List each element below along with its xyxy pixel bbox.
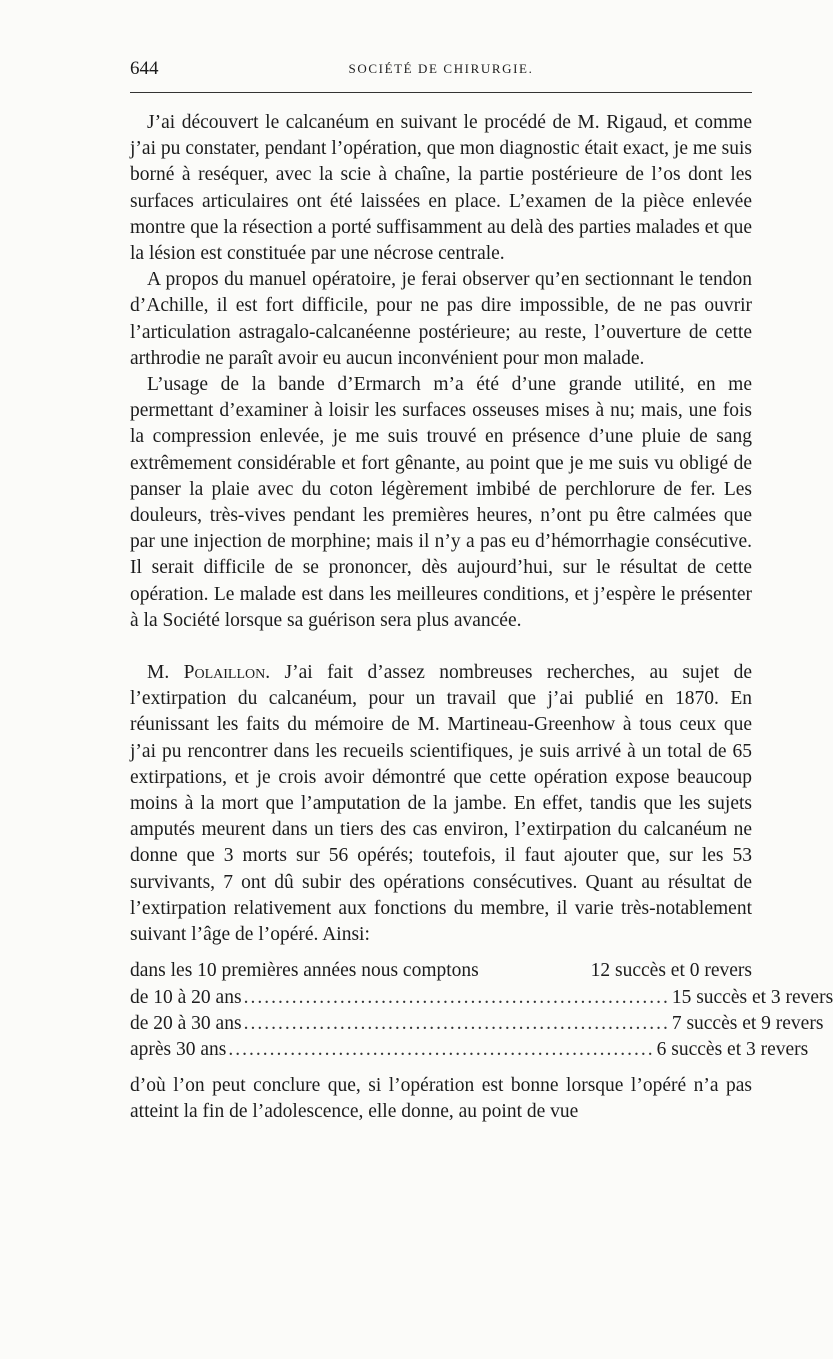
stat-row xyxy=(130,958,752,984)
page-header xyxy=(130,58,752,84)
running-head: SOCIÉTÉ DE CHIRURGIE. xyxy=(348,61,534,76)
stat-label: dans les 10 premières années nous comptons xyxy=(130,960,479,982)
stat-result: 7 succès et 9 revers xyxy=(671,1012,824,1034)
paragraph: A propos du manuel opératoire, je ferai observer qu’en sectionnant le tendon d’Achille, il est fort difficile, pour ne pas dire impossible, de ne pas ouvrir l’articulation astragalo-calcanéenne postérieure; au reste, l’ouverture de cette arthrodie ne paraît avoir eu aucun inconvénient pour mon malade. xyxy=(130,269,752,369)
paragraph: J’ai découvert le calcanéum en suivant le procédé de M. Rigaud, et comme j’ai pu constater, pendant l’opération, que mon diagnostic était exact, je me suis borné à reséquer, avec la scie à chaîne, la partie postérieure de l’os dont les surfaces articulaires ont été laissées en place. L’examen de la pièce enlevée montre que la résection a porté suffisamment au delà des parties malades et que la lésion est constituée par une nécrose centrale. xyxy=(130,112,752,265)
stat-result: 15 succès et 3 revers xyxy=(671,986,833,1008)
stat-row xyxy=(130,1011,824,1037)
paragraph: d’où l’on peut conclure que, si l’opération est bonne lorsque l’opéré n’a pas atteint la fin de l’adolescence, elle donne, au point de vue xyxy=(130,1075,752,1123)
header-rule xyxy=(130,92,752,93)
paragraph: L’usage de la bande d’Ermarch m’a été d’une grande utilité, en me permettant d’examiner à loisir les surfaces osseuses mises à nu; mais, une fois la compression enlevée, je me suis trouvé en présence d’une pluie de sang extrêmement considérable et fort gênante, au point que je me suis vu obligé de panser la plaie avec du coton légèrement imbibé de perchlorure de fer. Les douleurs, très-vives pendant les premières heures, n’ont pu être calmées que par une injection de morphine; mais il n’y a pas eu d’hémorrhagie consécutive. Il serait difficile de se prononcer, dès aujourd’hui, sur le résultat de cette opération. Le malade est dans les meilleures conditions, et j’espère le présenter à la Société lorsque sa guérison sera plus avancée. xyxy=(130,374,752,631)
speaker-name: M. Polaillon. xyxy=(147,662,271,684)
stat-result: 6 succès et 3 revers xyxy=(656,1038,809,1060)
dot-leader: .............................................................. xyxy=(243,986,670,1008)
page-number: 644 xyxy=(130,58,159,79)
paragraph xyxy=(130,660,752,948)
statistics-list xyxy=(130,958,833,1063)
stat-result: 12 succès et 0 revers xyxy=(590,960,752,982)
stat-row xyxy=(130,985,833,1011)
body-text xyxy=(130,110,833,1126)
stat-label: de 20 à 30 ans xyxy=(130,1012,242,1034)
stat-label: de 10 à 20 ans xyxy=(130,986,242,1008)
paragraph-text: J’ai fait d’assez nombreuses recherches, au sujet de l’extirpation du calcanéum, pour un travail que j’ai publié en 1870. En réunissant les faits du mémoire de M. Martineau-Greenhow à tous ceux que j’ai pu rencontrer dans les recueils scientifiques, je suis arrivé à un total de 65 extirpations, et je crois avoir démontré que cette opération expose beaucoup moins à la mort que l’amputation de la jambe. En effet, tandis que les sujets amputés meurent dans un tiers des cas environ, l’extirpation du calcanéum ne donne que 3 morts sur 56 opérés; toutefois, il faut ajouter que, sur les 53 survivants, 7 ont dû subir des opérations consécutives. Quant au résultat de l’extirpation relativement aux fonctions du membre, il varie très-notablement suivant l’âge de l’opéré. Ainsi: xyxy=(130,662,752,946)
stat-label: après 30 ans xyxy=(130,1038,227,1060)
stat-row xyxy=(130,1037,809,1063)
dot-leader: .............................................................. xyxy=(243,1012,670,1034)
dot-leader: .............................................................. xyxy=(228,1038,655,1060)
